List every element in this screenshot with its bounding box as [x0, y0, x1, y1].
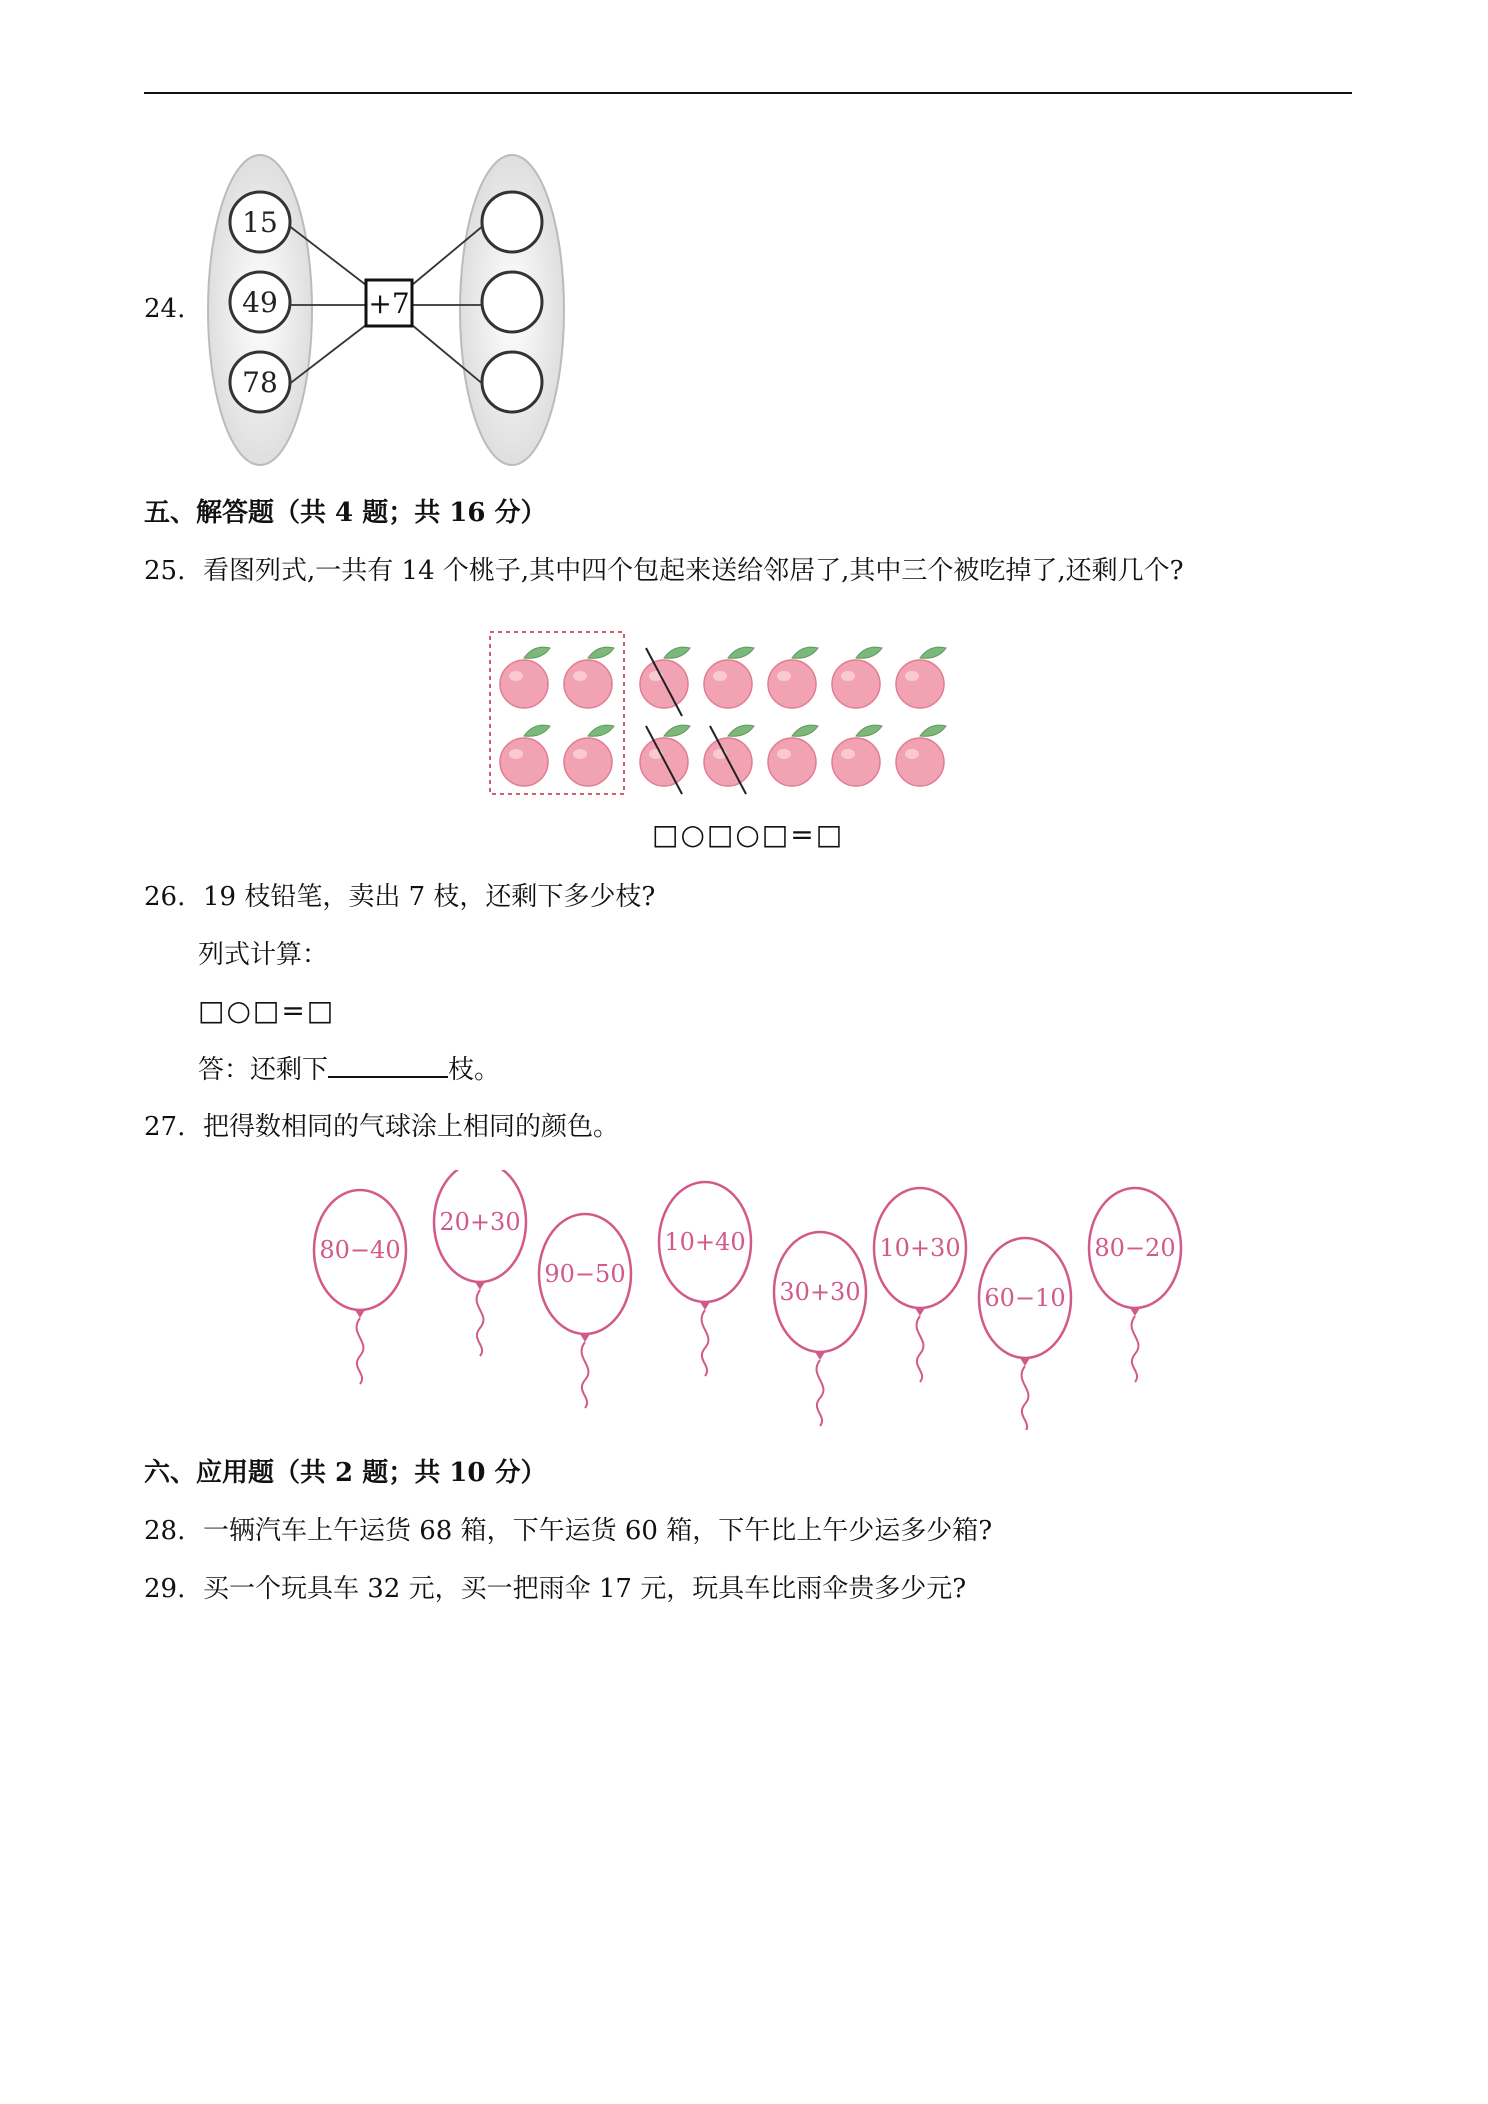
input-value-1: 15 [242, 206, 278, 239]
q25-equation: □○□○□=□ [652, 818, 845, 851]
peach-6 [832, 647, 882, 708]
question-25-number: 25. [144, 556, 186, 586]
header-rule [144, 92, 1352, 94]
question-26-text: 19 枝铅笔，卖出 7 枝，还剩下多少枝? [203, 882, 656, 912]
peach-2 [564, 647, 614, 708]
balloon-illustration [300, 1170, 1200, 1430]
peach-10 [640, 725, 690, 794]
peach-7 [896, 647, 946, 708]
question-24-number: 24. [144, 294, 186, 324]
peach-5 [768, 647, 818, 708]
balloon-label: 80−40 [319, 1236, 401, 1264]
balloon-label: 10+40 [664, 1228, 746, 1256]
peach-11 [704, 725, 754, 794]
q26-equation: □○□=□ [198, 994, 336, 1027]
balloon-5[interactable] [774, 1232, 866, 1426]
question-25-text: 看图列式,一共有 14 个桃子,其中四个包起来送给邻居了,其中三个被吃掉了,还剩几个? [203, 556, 1184, 586]
input-value-2: 49 [242, 286, 278, 319]
q26-answer-line [198, 1052, 500, 1087]
peach-8 [500, 725, 550, 786]
balloon-label: 10+30 [879, 1234, 961, 1262]
peach-9 [564, 725, 614, 786]
answer-prefix: 答：还剩下 [198, 1055, 329, 1085]
balloon-3[interactable] [539, 1214, 631, 1408]
question-27-number: 27. [144, 1112, 186, 1142]
input-value-3: 78 [242, 366, 278, 399]
balloon-label: 90−50 [544, 1260, 626, 1288]
section-6-heading: 六、应用题（共 2 题；共 10 分） [144, 1458, 547, 1488]
answer-suffix: 枝。 [448, 1055, 501, 1085]
peach-3 [640, 647, 690, 716]
peach-4 [704, 647, 754, 708]
operator-label: +7 [368, 287, 410, 320]
answer-blank[interactable] [328, 1052, 448, 1078]
balloon-1[interactable] [314, 1190, 406, 1384]
balloon-label: 60−10 [984, 1284, 1066, 1312]
balloon-6[interactable] [874, 1188, 966, 1382]
output-circles [482, 192, 542, 412]
balloon-8[interactable] [1089, 1188, 1181, 1382]
question-26-number: 26. [144, 882, 186, 912]
balloon-2[interactable] [434, 1170, 526, 1356]
balloon-label: 20+30 [439, 1208, 521, 1236]
question-27-text: 把得数相同的气球涂上相同的颜色。 [203, 1112, 620, 1142]
q26-instruction: 列式计算： [198, 940, 329, 970]
balloon-label: 80−20 [1094, 1234, 1176, 1262]
peach-13 [832, 725, 882, 786]
question-28-text: 一辆汽车上午运货 68 箱，下午运货 60 箱，下午比上午少运多少箱? [203, 1516, 993, 1546]
question-29-text: 买一个玩具车 32 元，买一把雨伞 17 元，玩具车比雨伞贵多少元? [203, 1574, 967, 1604]
balloon-4[interactable] [659, 1182, 751, 1376]
peach-illustration [488, 630, 998, 800]
peach-12 [768, 725, 818, 786]
balloon-7[interactable] [979, 1238, 1071, 1430]
section-5-heading: 五、解答题（共 4 题；共 16 分） [144, 498, 547, 528]
question-28-number: 28. [144, 1516, 186, 1546]
peach-1 [500, 647, 550, 708]
question-29-number: 29. [144, 1574, 186, 1604]
q24-function-machine [200, 150, 580, 470]
balloon-label: 30+30 [779, 1278, 861, 1306]
peach-14 [896, 725, 946, 786]
